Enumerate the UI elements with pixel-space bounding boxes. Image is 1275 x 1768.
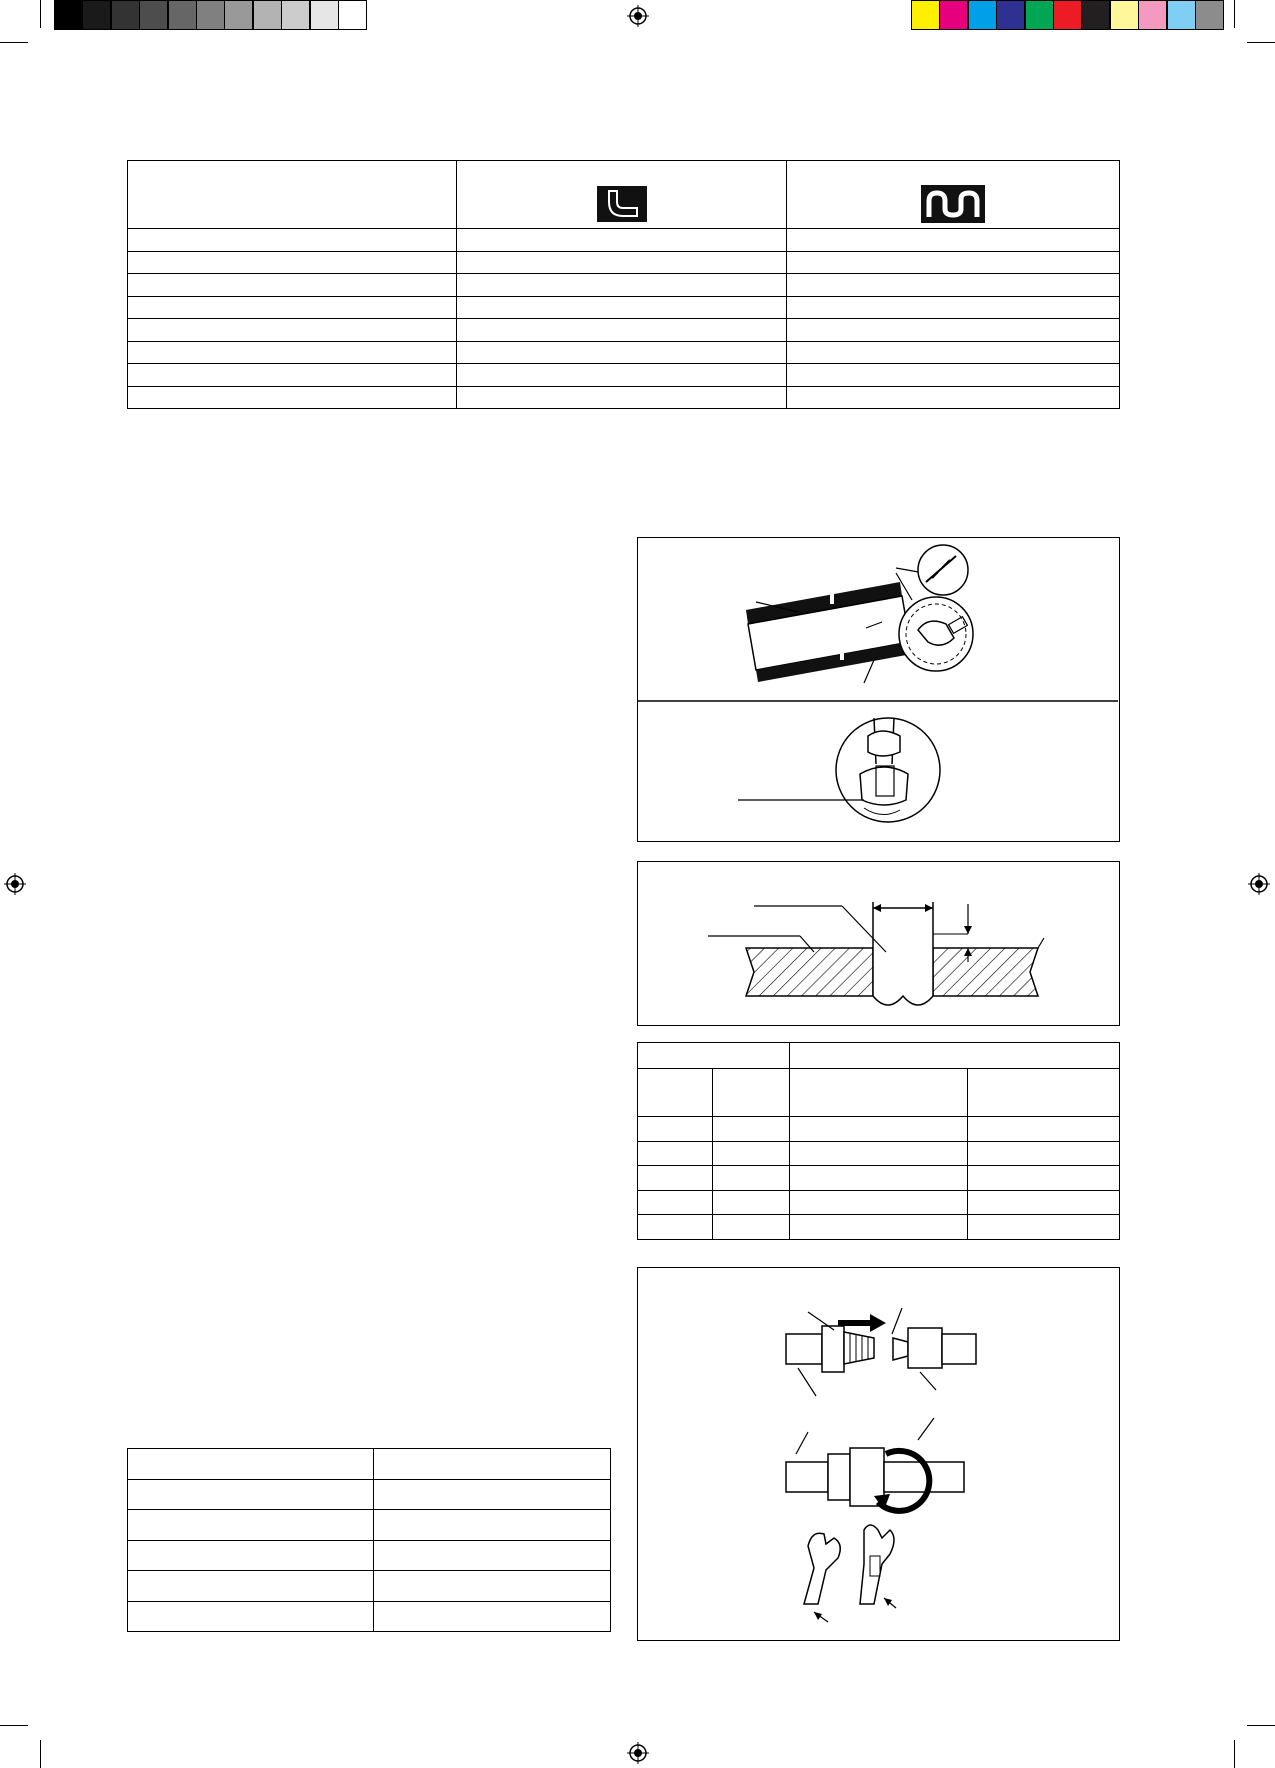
dimension-table-cell	[967, 1117, 1119, 1142]
pipe-table-cell	[457, 319, 787, 342]
pipe-table-cell	[787, 296, 1120, 319]
color-swatch	[968, 0, 997, 30]
color-swatch	[1167, 0, 1196, 30]
pipe-table-cell	[787, 386, 1120, 409]
pipe-table-cell	[128, 229, 457, 252]
torque-table	[127, 1448, 611, 1632]
crop-mark	[40, 1740, 41, 1768]
pipe-table-cell	[128, 341, 457, 364]
dimension-table-cell	[967, 1141, 1119, 1166]
torque-table-cell	[374, 1540, 611, 1571]
gray-swatch	[196, 0, 225, 30]
dimension-table-cell	[713, 1117, 790, 1142]
pipe-table-cell	[457, 386, 787, 409]
color-swatch	[939, 0, 968, 30]
registration-mark-top	[627, 5, 649, 27]
pipe-table-row	[128, 274, 1120, 297]
flare-dimension-table	[637, 1042, 1120, 1240]
dimension-table-cell	[638, 1117, 713, 1142]
pipe-table-row	[128, 229, 1120, 252]
flare-dimension-figure	[637, 861, 1120, 1026]
torque-table-cell	[128, 1601, 374, 1632]
torque-table-cell	[128, 1540, 374, 1571]
crop-mark	[1247, 42, 1275, 43]
pipe-table-cell	[787, 319, 1120, 342]
dimension-table-row	[638, 1166, 1120, 1191]
gray-swatch	[281, 0, 310, 30]
dimension-subheader-cell	[967, 1069, 1119, 1117]
dimension-table-row	[638, 1141, 1120, 1166]
torque-table-row	[128, 1510, 611, 1541]
dimension-table-cell	[790, 1117, 967, 1142]
color-swatch	[1138, 0, 1167, 30]
color-swatch	[1053, 0, 1082, 30]
torque-table-cell	[128, 1510, 374, 1541]
registration-mark-bottom	[627, 1742, 649, 1764]
pipe-table-cell	[787, 229, 1120, 252]
dimension-header-cell	[790, 1043, 1120, 1069]
pipe-table-cell	[457, 341, 787, 364]
color-swatch	[1110, 0, 1139, 30]
dimension-table-cell	[790, 1190, 967, 1215]
pipe-table-row	[128, 364, 1120, 387]
gray-swatch	[82, 0, 111, 30]
torque-table-cell	[128, 1479, 374, 1510]
gray-swatch	[310, 0, 339, 30]
flare-connection-figure	[637, 1267, 1120, 1641]
dimension-table-cell	[967, 1190, 1119, 1215]
dimension-table-row	[638, 1190, 1120, 1215]
pipe-table-cell	[128, 251, 457, 274]
torque-table-cell	[374, 1510, 611, 1541]
registration-mark-right	[1248, 873, 1270, 895]
crop-mark	[1234, 0, 1235, 28]
pipe-bend-icon	[597, 186, 647, 222]
color-swatch	[996, 0, 1025, 30]
gray-swatch	[139, 0, 168, 30]
pipe-table-cell	[457, 251, 787, 274]
dimension-table-cell	[790, 1166, 967, 1191]
gray-swatch	[253, 0, 282, 30]
dimension-table-cell	[713, 1141, 790, 1166]
pipe-table-cell	[787, 364, 1120, 387]
pipe-table-cell	[128, 386, 457, 409]
dimension-table-cell	[713, 1215, 790, 1240]
torque-table-row	[128, 1540, 611, 1571]
pipe-table-row	[128, 341, 1120, 364]
pipe-table-row	[128, 319, 1120, 342]
dimension-table-cell	[967, 1215, 1119, 1240]
pipe-table-cell	[457, 364, 787, 387]
header-cell-blank	[128, 161, 457, 229]
gray-swatch	[111, 0, 140, 30]
dimension-table-cell	[713, 1166, 790, 1191]
torque-table-cell	[374, 1601, 611, 1632]
crop-mark	[0, 42, 28, 43]
pipe-table-row	[128, 296, 1120, 319]
pipe-table-cell	[787, 341, 1120, 364]
pipe-cutting-figure	[637, 537, 1120, 842]
crop-mark	[0, 1725, 28, 1726]
crop-mark	[1247, 1725, 1275, 1726]
torque-table-cell	[128, 1449, 374, 1480]
torque-table-row	[128, 1601, 611, 1632]
dimension-table-row	[638, 1215, 1120, 1240]
header-cell-bend	[457, 161, 787, 229]
pipe-table-cell	[128, 319, 457, 342]
dimension-table-cell	[638, 1166, 713, 1191]
dimension-table-cell	[790, 1141, 967, 1166]
dimension-table-cell	[638, 1141, 713, 1166]
dimension-table-cell	[638, 1215, 713, 1240]
pipe-table-cell	[457, 296, 787, 319]
torque-table-cell	[374, 1571, 611, 1602]
gray-swatch	[54, 0, 83, 30]
crop-mark	[1234, 1740, 1235, 1768]
color-swatch	[1195, 0, 1224, 30]
pipe-table-cell	[787, 251, 1120, 274]
gray-swatch	[168, 0, 197, 30]
crop-mark	[40, 0, 41, 28]
dimension-subheader-cell	[713, 1069, 790, 1117]
dimension-table-row	[638, 1117, 1120, 1142]
pipe-table-cell	[457, 229, 787, 252]
gray-swatch	[224, 0, 253, 30]
dimension-subheader-cell	[790, 1069, 967, 1117]
color-swatch	[911, 0, 940, 30]
pipe-table-cell	[787, 274, 1120, 297]
pipe-table-row	[128, 386, 1120, 409]
torque-table-cell	[374, 1479, 611, 1510]
color-swatch	[1081, 0, 1110, 30]
pipe-installation-table	[127, 160, 1120, 409]
dimension-header-cell	[638, 1043, 790, 1069]
dimension-table-cell	[967, 1166, 1119, 1191]
pipe-table-cell	[128, 296, 457, 319]
registration-mark-left	[4, 873, 26, 895]
torque-table-row	[128, 1571, 611, 1602]
torque-table-row	[128, 1479, 611, 1510]
pipe-table-cell	[128, 274, 457, 297]
gray-swatch	[338, 0, 367, 30]
pipe-table-cell	[128, 364, 457, 387]
torque-table-row	[128, 1449, 611, 1480]
pipe-table-row	[128, 251, 1120, 274]
pipe-coil-icon	[921, 185, 985, 223]
header-cell-coil	[787, 161, 1120, 229]
dimension-subheader-cell	[638, 1069, 713, 1117]
dimension-table-cell	[638, 1190, 713, 1215]
pipe-table-cell	[457, 274, 787, 297]
dimension-table-cell	[713, 1190, 790, 1215]
torque-table-cell	[374, 1449, 611, 1480]
color-swatch	[1025, 0, 1054, 30]
torque-table-cell	[128, 1571, 374, 1602]
dimension-table-cell	[790, 1215, 967, 1240]
